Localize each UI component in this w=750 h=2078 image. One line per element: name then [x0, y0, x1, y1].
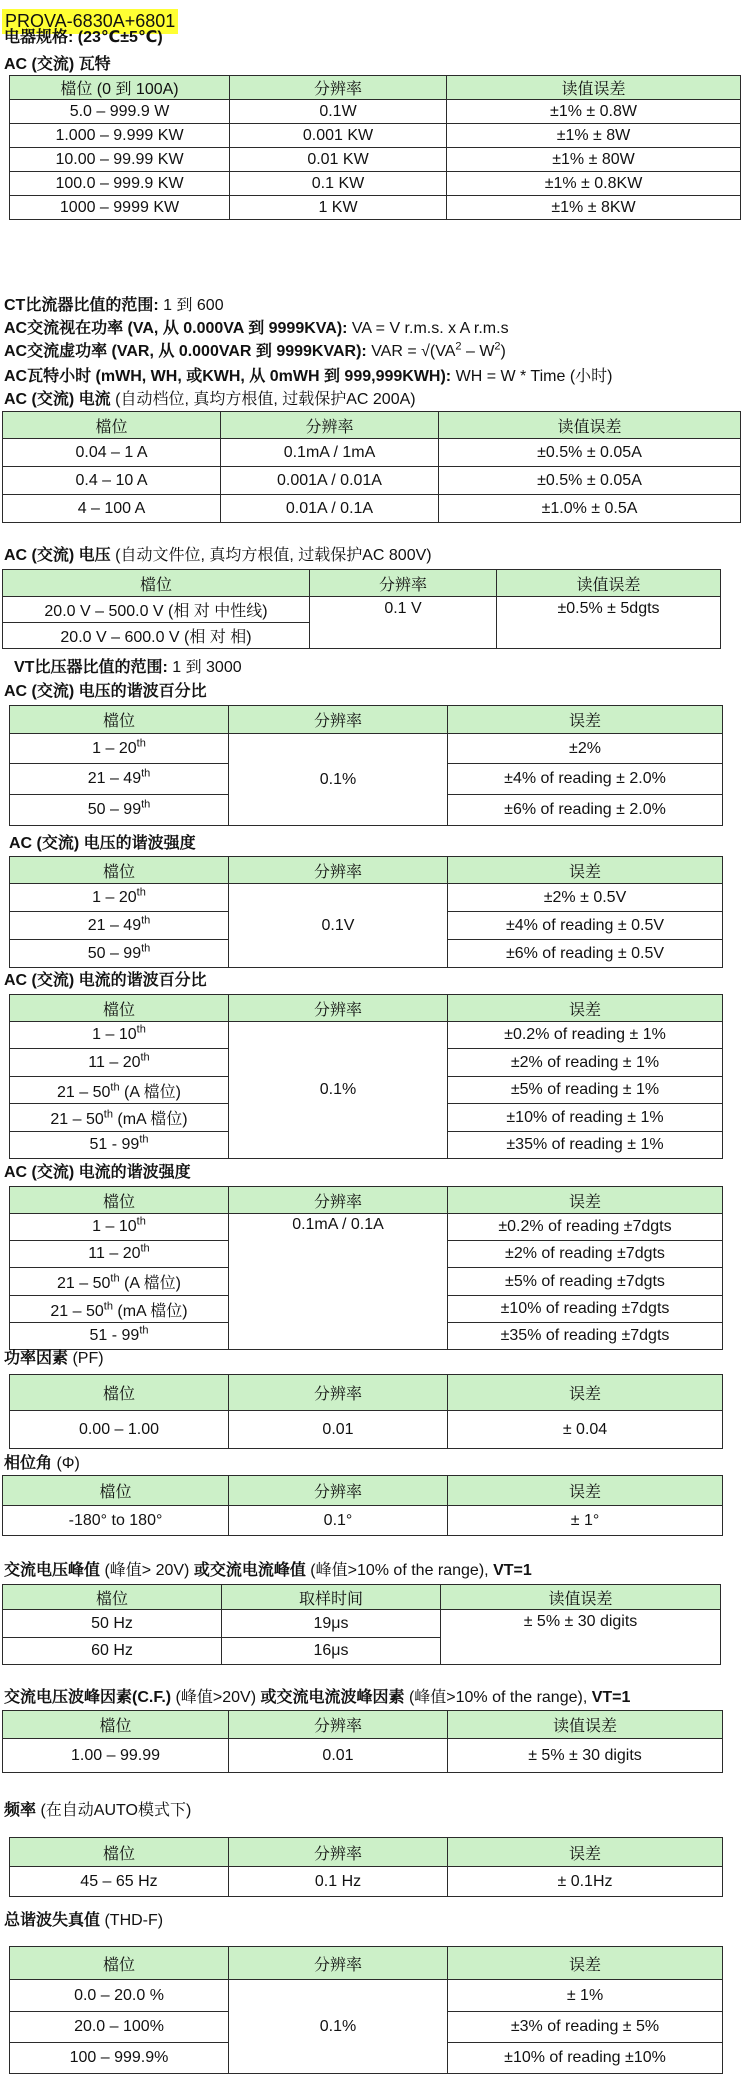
header-resolution: 分辨率 — [229, 857, 448, 884]
va-formula: VA = V r.m.s. x A r.m.s — [347, 320, 509, 337]
range-cell: 1 – 20th — [10, 884, 229, 912]
resolution-cell: 0.01 — [229, 1411, 448, 1449]
error-cell: ±4% of reading ± 2.0% — [448, 764, 723, 795]
range-cell: 1 – 20th — [10, 734, 229, 764]
phase-heading: 相位角 (Φ) — [4, 1455, 80, 1472]
header-range: 檔位 — [10, 1947, 229, 1980]
table-row — [3, 1506, 723, 1536]
error-cell: ±1% ± 0.8W — [447, 100, 741, 124]
header-error: 读值误差 — [447, 76, 741, 100]
ac-watt-heading: AC (交流) 瓦特 — [4, 56, 111, 73]
header-error: 读值误差 — [497, 570, 721, 597]
ac-current-table — [2, 411, 741, 523]
range-cell: 21 – 50th (A 檔位) — [10, 1268, 229, 1296]
wh-label: AC瓦特小时 (mWH, WH, 或KWH, 从 0mWH 到 999,999KWH): — [4, 368, 452, 385]
resolution-cell: 0.1% — [229, 1980, 448, 2074]
error-cell: ± 0.04 — [448, 1411, 723, 1449]
header-sampling-time: 取样时间 — [222, 1585, 441, 1610]
error-cell: ±2% of reading ± 1% — [448, 1049, 723, 1077]
range-cell: 21 – 50th (mA 檔位) — [10, 1104, 229, 1132]
error-cell: ±10% of reading ±7dgts — [448, 1296, 723, 1323]
error-cell: ±0.5% ± 5dgts — [497, 597, 721, 649]
v-harm-pct-table — [9, 705, 723, 826]
header-range: 檔位 — [10, 857, 229, 884]
range-cell: 1 – 10th — [10, 1214, 229, 1241]
wh-note — [4, 366, 612, 388]
error-cell: ± 1° — [448, 1506, 723, 1536]
header-error: 误差 — [448, 857, 723, 884]
var-formula: VAR = $√(VA^2 - W^2)$ — [366, 340, 506, 360]
error-cell: ±5% of reading ± 1% — [448, 1077, 723, 1104]
error-cell: ±0.2% of reading ± 1% — [448, 1022, 723, 1049]
peak-table — [2, 1584, 721, 1665]
ct-ratio-value: 1 到 600 — [158, 297, 224, 314]
ct-ratio-label: CT比流器比值的范围: — [4, 297, 159, 314]
error-cell: ±1% ± 8W — [447, 124, 741, 148]
v-harm-pct-heading: AC (交流) 电压的谐波百分比 — [4, 683, 207, 700]
ac-watt-table — [9, 75, 741, 220]
header-range: 檔位 — [3, 1476, 229, 1506]
table-row — [10, 734, 723, 764]
header-resolution: 分辨率 — [229, 706, 448, 734]
error-cell: ±10% of reading ±10% — [448, 2043, 723, 2074]
header-resolution: 分辨率 — [229, 1187, 448, 1214]
ct-ratio-note — [4, 295, 224, 317]
table-row — [10, 1980, 723, 2012]
range-cell: 20.0 V – 500.0 V (相 对 中性线) — [3, 597, 310, 623]
header-range: 檔位 — [3, 412, 221, 439]
header-error: 读值误差 — [448, 1711, 723, 1739]
wh-formula: WH = W * Time (小时) — [451, 368, 613, 385]
header-resolution: 分辨率 — [229, 995, 448, 1022]
header-resolution: 分辨率 — [229, 1476, 448, 1506]
header-range: 檔位 — [10, 706, 229, 734]
error-cell: ± 5% ± 30 digits — [448, 1739, 723, 1773]
range-cell: 51 - 99th — [10, 1323, 229, 1350]
error-cell: ± 0.1Hz — [448, 1867, 723, 1897]
error-cell: ±5% of reading ±7dgts — [448, 1268, 723, 1296]
header-range: 檔位 (0 到 100A) — [10, 76, 230, 100]
header-range: 檔位 — [10, 1187, 229, 1214]
resolution-cell: 1 KW — [230, 196, 447, 220]
resolution-cell: 0.1° — [229, 1506, 448, 1536]
error-cell: ±10% of reading ± 1% — [448, 1104, 723, 1132]
resolution-cell: 0.01 — [229, 1739, 448, 1773]
crest-table — [2, 1710, 723, 1773]
header-resolution: 分辨率 — [229, 1838, 448, 1867]
header-resolution: 分辨率 — [229, 1711, 448, 1739]
header-error: 误差 — [448, 1476, 723, 1506]
range-cell: 50 – 99th — [10, 940, 229, 968]
range-cell: 100.0 – 999.9 KW — [10, 172, 230, 196]
crest-heading: 交流电压波峰因素(C.F.) (峰值>20V) 或交流电流波峰因素 (峰值>10% of the range), VT=1 — [4, 1689, 631, 1706]
resolution-cell: 0.1mA / 0.1A — [229, 1214, 448, 1350]
range-cell: 51 - 99th — [10, 1132, 229, 1159]
table-row — [10, 1022, 723, 1049]
table-row — [10, 1411, 723, 1449]
header-range: 檔位 — [3, 570, 310, 597]
header-range: 檔位 — [3, 1585, 222, 1610]
error-cell: ±35% of reading ± 1% — [448, 1132, 723, 1159]
i-harm-mag-heading: AC (交流) 电流的谐波强度 — [4, 1164, 191, 1181]
table-row — [3, 439, 741, 467]
sampling-time-cell: 16μs — [222, 1638, 441, 1665]
error-cell: ±1% ± 0.8KW — [447, 172, 741, 196]
range-cell: 0.00 – 1.00 — [10, 1411, 229, 1449]
table-row — [3, 1610, 721, 1638]
range-cell: 20.0 V – 600.0 V (相 对 相) — [3, 623, 310, 649]
range-cell: 1 – 10th — [10, 1022, 229, 1049]
table-row — [10, 100, 741, 124]
v-harm-mag-table — [9, 856, 723, 968]
header-resolution: 分辨率 — [229, 1947, 448, 1980]
resolution-cell: 0.001A / 0.01A — [221, 467, 439, 495]
resolution-cell: 0.1% — [229, 734, 448, 826]
spec-label: 电器规格: (23℃±5℃) — [4, 29, 163, 46]
error-cell: ±4% of reading ± 0.5V — [448, 912, 723, 940]
resolution-cell: 0.1 KW — [230, 172, 447, 196]
header-error: 误差 — [448, 1375, 723, 1411]
header-error: 误差 — [448, 1187, 723, 1214]
table-row — [3, 495, 741, 523]
range-cell: 10.00 – 99.99 KW — [10, 148, 230, 172]
range-cell: 4 – 100 A — [3, 495, 221, 523]
error-cell: ±0.2% of reading ±7dgts — [448, 1214, 723, 1241]
resolution-cell: 0.1 Hz — [229, 1867, 448, 1897]
resolution-cell: 0.1% — [229, 1022, 448, 1159]
range-cell: 11 – 20th — [10, 1049, 229, 1077]
ac-current-heading: AC (交流) 电流 (自动档位, 真均方根值, 过载保护AC 200A) — [4, 391, 416, 408]
error-cell: ± 5% ± 30 digits — [441, 1610, 721, 1665]
header-error: 误差 — [448, 706, 723, 734]
table-row — [10, 148, 741, 172]
resolution-cell: 0.1V — [229, 884, 448, 968]
range-cell: 0.0 – 20.0 % — [10, 1980, 229, 2012]
range-cell: 1.00 – 99.99 — [3, 1739, 229, 1773]
error-cell: ±3% of reading ± 5% — [448, 2012, 723, 2043]
table-row — [10, 196, 741, 220]
range-cell: 5.0 – 999.9 W — [10, 100, 230, 124]
table-row — [3, 597, 721, 623]
table-row — [10, 884, 723, 912]
header-range: 檔位 — [10, 1375, 229, 1411]
pf-heading: 功率因素 (PF) — [4, 1350, 104, 1367]
range-cell: 21 – 50th (mA 檔位) — [10, 1296, 229, 1323]
resolution-cell: 0.1mA / 1mA — [221, 439, 439, 467]
resolution-cell: 0.01A / 0.1A — [221, 495, 439, 523]
range-cell: 1.000 – 9.999 KW — [10, 124, 230, 148]
phase-table — [2, 1475, 723, 1536]
thd-heading: 总谐波失真值 (THD-F) — [4, 1912, 164, 1929]
header-error: 误差 — [448, 1838, 723, 1867]
error-cell: ±2% ± 0.5V — [448, 884, 723, 912]
peak-heading: 交流电压峰值 (峰值> 20V) 或交流电流峰值 (峰值>10% of the range), VT=1 — [4, 1562, 532, 1579]
header-range: 檔位 — [10, 995, 229, 1022]
range-cell: 11 – 20th — [10, 1241, 229, 1268]
var-label: AC交流虚功率 (VAR, 从 0.000VAR 到 9999KVAR): — [4, 343, 367, 360]
error-cell: ±6% of reading ± 0.5V — [448, 940, 723, 968]
range-cell: 0.4 – 10 A — [3, 467, 221, 495]
pf-table — [9, 1374, 723, 1449]
header-range: 檔位 — [10, 1838, 229, 1867]
error-cell: ±1% ± 8KW — [447, 196, 741, 220]
page-title: PROVA-6830A+6801 — [2, 9, 178, 34]
table-row — [10, 124, 741, 148]
error-cell: ±6% of reading ± 2.0% — [448, 795, 723, 826]
range-cell: 1000 – 9999 KW — [10, 196, 230, 220]
vt-ratio-note: VT比压器比值的范围: 1 到 3000 — [14, 659, 242, 676]
error-cell: ±1% ± 80W — [447, 148, 741, 172]
i-harm-mag-table — [9, 1186, 723, 1350]
header-range: 檔位 — [3, 1711, 229, 1739]
thd-table — [9, 1946, 723, 2074]
range-cell: 21 – 49th — [10, 912, 229, 940]
error-cell: ± 1% — [448, 1980, 723, 2012]
range-cell: 100 – 999.9% — [10, 2043, 229, 2074]
error-cell: ±0.5% ± 0.05A — [439, 439, 741, 467]
range-cell: 60 Hz — [3, 1638, 222, 1665]
range-cell: 21 – 49th — [10, 764, 229, 795]
i-harm-pct-heading: AC (交流) 电流的谐波百分比 — [4, 972, 207, 989]
error-cell: ±1.0% ± 0.5A — [439, 495, 741, 523]
ac-voltage-heading: AC (交流) 电压 (自动文件位, 真均方根值, 过载保护AC 800V) — [4, 547, 432, 564]
range-cell: 45 – 65 Hz — [10, 1867, 229, 1897]
table-row — [10, 1867, 723, 1897]
range-cell: 50 Hz — [3, 1610, 222, 1638]
range-cell: -180° to 180° — [3, 1506, 229, 1536]
freq-table — [9, 1837, 723, 1897]
header-resolution: 分辨率 — [230, 76, 447, 100]
va-note — [4, 318, 509, 340]
header-resolution: 分辨率 — [310, 570, 497, 597]
v-harm-mag-heading: AC (交流) 电压的谐波强度 — [9, 835, 196, 852]
table-row — [10, 172, 741, 196]
resolution-cell: 0.1W — [230, 100, 447, 124]
sampling-time-cell: 19μs — [222, 1610, 441, 1638]
resolution-cell: 0.01 KW — [230, 148, 447, 172]
error-cell: ±2% of reading ±7dgts — [448, 1241, 723, 1268]
header-error: 误差 — [448, 1947, 723, 1980]
table-row — [3, 467, 741, 495]
range-cell: 50 – 99th — [10, 795, 229, 826]
range-cell: 20.0 – 100% — [10, 2012, 229, 2043]
header-error: 读值误差 — [441, 1585, 721, 1610]
error-cell: ±2% — [448, 734, 723, 764]
i-harm-pct-table — [9, 994, 723, 1159]
table-row — [3, 1739, 723, 1773]
header-error: 误差 — [448, 995, 723, 1022]
header-error: 读值误差 — [439, 412, 741, 439]
va-label: AC交流视在功率 (VA, 从 0.000VA 到 9999KVA): — [4, 320, 348, 337]
resolution-cell: 0.1 V — [310, 597, 497, 649]
freq-heading: 频率 (在自动AUTO模式下) — [4, 1802, 192, 1819]
table-row — [10, 1214, 723, 1241]
header-resolution: 分辨率 — [221, 412, 439, 439]
range-cell: 21 – 50th (A 檔位) — [10, 1077, 229, 1104]
error-cell: ±0.5% ± 0.05A — [439, 467, 741, 495]
ac-voltage-table — [2, 569, 721, 649]
range-cell: 0.04 – 1 A — [3, 439, 221, 467]
header-resolution: 分辨率 — [229, 1375, 448, 1411]
error-cell: ±35% of reading ±7dgts — [448, 1323, 723, 1350]
var-note — [4, 341, 506, 363]
resolution-cell: 0.001 KW — [230, 124, 447, 148]
